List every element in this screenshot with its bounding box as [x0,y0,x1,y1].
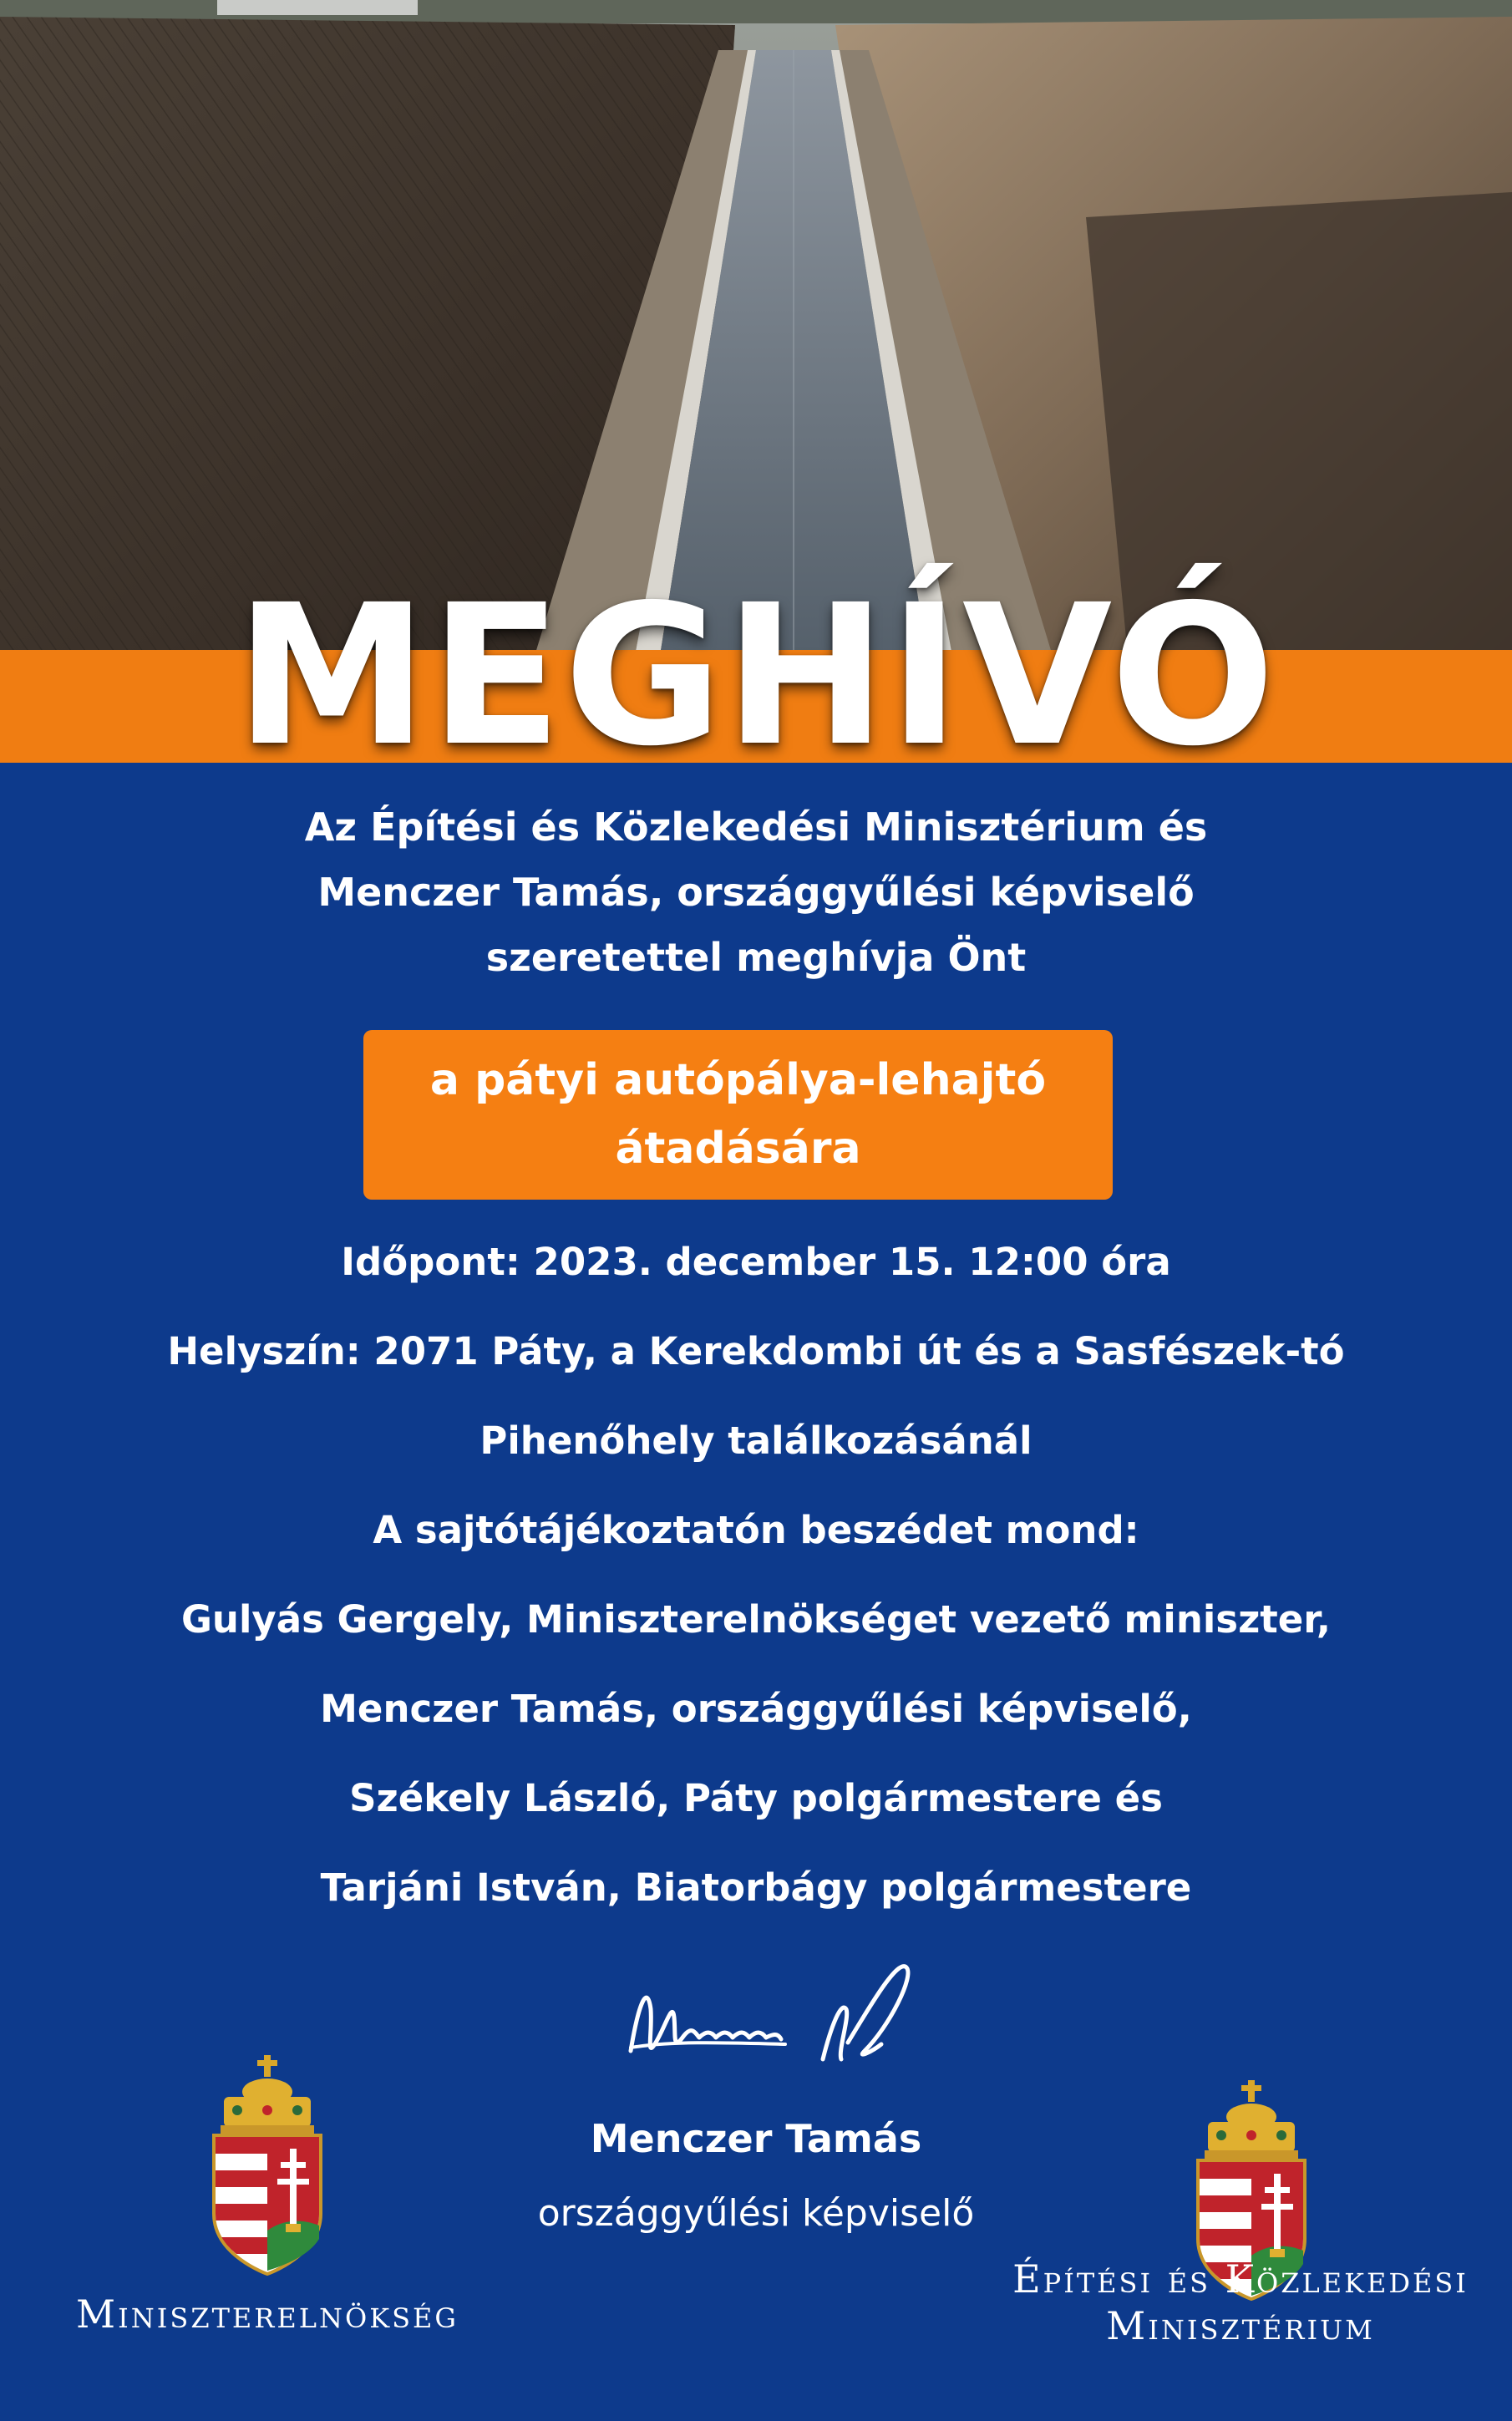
signatory-role: országgyűlési képviselő [537,2192,975,2235]
signatory-name: Menczer Tamás [590,2116,922,2161]
event-title-line: a pátyi autópálya-lehajtó [429,1055,1047,1105]
speaker-item: Menczer Tamás, országgyűlési képviselő, [320,1687,1192,1731]
event-time: Időpont: 2023. december 15. 12:00 óra [341,1240,1171,1284]
speaker-item: Székely László, Páty polgármestere és [349,1776,1163,1820]
page-title: MEGHÍVÓ [235,563,1277,789]
intro-line: Menczer Tamás, országgyűlési képviselő [317,870,1195,915]
speaker-item: Tarjáni István, Biatorbágy polgármestere [320,1865,1192,1910]
event-location: Helyszín: 2071 Páty, a Kerekdombi út és a Sasfészek-tó [167,1329,1345,1373]
event-highlight-box [363,1030,1113,1200]
org-right-line1: Építési és Közlekedési [1012,2256,1469,2302]
hungarian-coat-of-arms-icon [209,2055,326,2281]
event-title-line: átadására [615,1124,861,1174]
intro-line: szeretettel meghívja Önt [485,935,1027,980]
org-miniszterelnokseg: Miniszterelnökség [76,2292,459,2337]
speaker-item: Gulyás Gergely, Miniszterelnökséget vezető miniszter, [181,1597,1331,1642]
org-right-line2: Minisztérium [1106,2303,1375,2348]
road-construction-photo [0,0,1512,656]
intro-line: Az Építési és Közlekedési Minisztérium és [304,804,1208,850]
org-epitesi-kozlekedesi-miniszterium [986,2256,1495,2349]
speakers-heading: A sajtótájékoztatón beszédet mond: [373,1508,1139,1552]
handwritten-signature [622,1951,940,2084]
event-location-cont: Pihenőhely találkozásánál [479,1419,1033,1463]
